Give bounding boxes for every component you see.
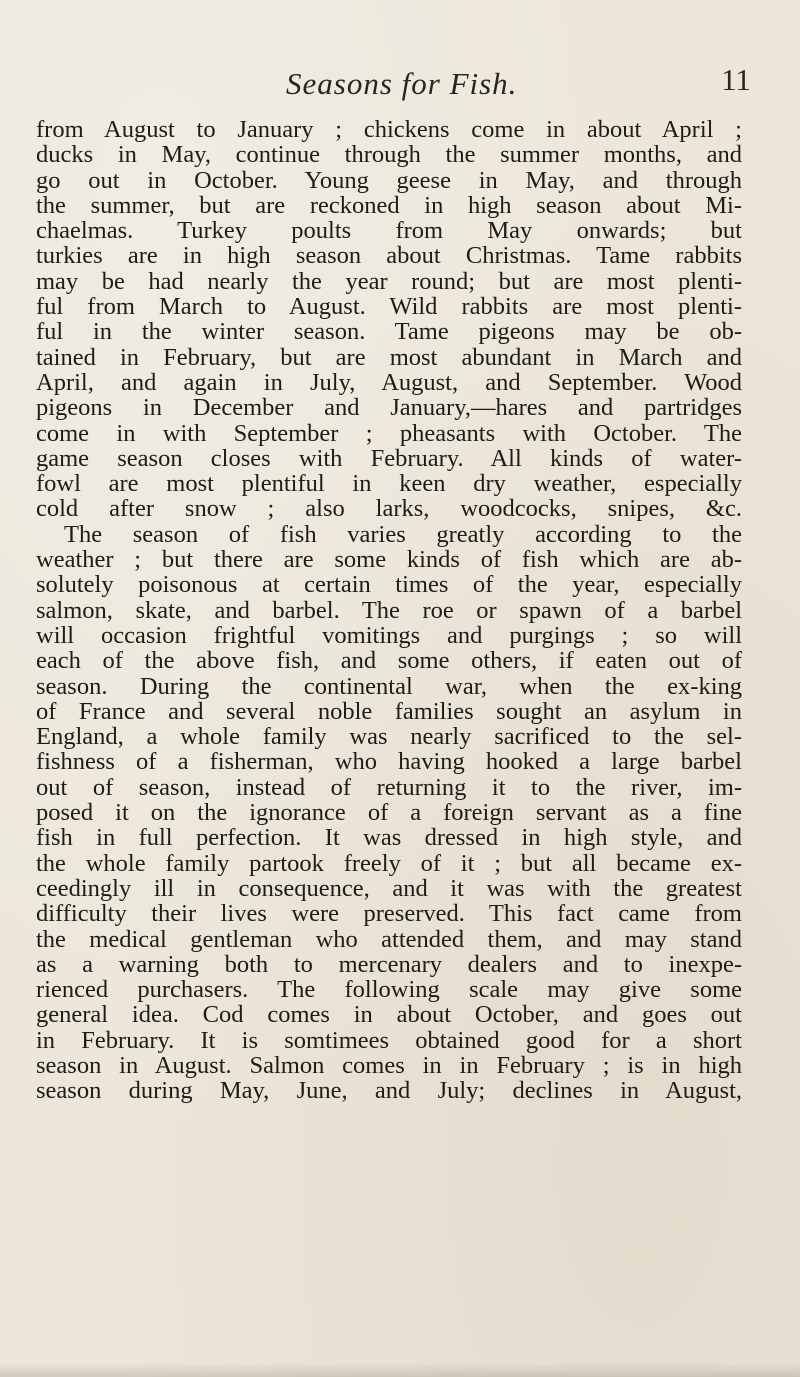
text-line: in February. It is somtimees obtained good for a short: [36, 1026, 742, 1054]
text-line: of France and several noble families sought an asylum in: [36, 697, 742, 725]
paragraph-start-line: The season of fish varies greatly according to the: [64, 520, 742, 548]
text-line: fishness of a fisherman, who having hooked a large barbel: [36, 748, 742, 776]
text-line: season. During the continental war, when the ex-king: [36, 672, 742, 700]
text-line: go out in October. Young geese in May, and through: [36, 166, 742, 194]
text-line: the medical gentleman who attended them, and may stand: [36, 925, 742, 953]
text-line: salmon, skate, and barbel. The roe or spawn of a barbel: [36, 596, 742, 624]
text-line: chaelmas. Turkey poults from May onwards; but: [36, 217, 742, 245]
text-line: tained in February, but are most abundant in March and: [36, 343, 742, 371]
text-line: out of season, instead of returning it to the river, im-: [36, 773, 742, 801]
text-line: may be had nearly the year round; but are most plenti-: [36, 267, 742, 295]
text-line: fish in full perfection. It was dressed in high style, and: [36, 824, 742, 852]
text-line: ducks in May, continue through the summer months, and: [36, 141, 742, 169]
running-header: [0, 62, 800, 106]
text-line: rienced purchasers. The following scale may give some: [36, 976, 742, 1004]
text-line: the summer, but are reckoned in high season about Mi-: [36, 191, 742, 219]
page-number: 11: [721, 62, 751, 97]
text-line: will occasion frightful vomitings and purgings ; so will: [36, 621, 742, 649]
text-line: posed it on the ignorance of a foreign servant as a fine: [36, 799, 742, 827]
text-line: solutely poisonous at certain times of the year, especially: [36, 571, 742, 599]
text-line: fowl are most plentiful in keen dry weather, especially: [36, 470, 742, 498]
running-title: Seasons for Fish.: [286, 66, 518, 101]
text-line: game season closes with February. All kinds of water-: [36, 444, 742, 472]
text-line: general idea. Cod comes in about October, and goes out: [36, 1001, 742, 1029]
text-line: ful from March to August. Wild rabbits are most plenti-: [36, 293, 742, 321]
text-line: difficulty their lives were preserved. This fact came from: [36, 900, 742, 928]
text-line: weather ; but there are some kinds of fish which are ab-: [36, 546, 742, 574]
text-line: England, a whole family was nearly sacrificed to the sel-: [36, 723, 742, 751]
text-line: turkies are in high season about Christmas. Tame rabbits: [36, 242, 742, 270]
page-bottom-edge: [0, 1363, 800, 1377]
text-line: from August to January ; chickens come in about April ;: [36, 116, 742, 143]
text-line: pigeons in December and January,—hares and partridges: [36, 394, 742, 422]
text-line: ceedingly ill in consequence, and it was with the greatest: [36, 874, 742, 902]
text-line: the whole family partook freely of it ; but all became ex-: [36, 849, 742, 877]
text-line: come in with September ; pheasants with October. The: [36, 419, 742, 447]
text-line: ful in the winter season. Tame pigeons may be ob-: [36, 318, 742, 346]
text-line: April, and again in July, August, and September. Wood: [36, 368, 742, 396]
text-line: as a warning both to mercenary dealers and to inexpe-: [36, 950, 742, 978]
text-line: season in August. Salmon comes in in February ; is in high: [36, 1051, 742, 1079]
body-text: [36, 117, 742, 1104]
text-line: season during May, June, and July; declines in August,: [36, 1077, 742, 1105]
text-line: each of the above fish, and some others, if eaten out of: [36, 647, 742, 675]
text-line: cold after snow ; also larks, woodcocks, snipes, &c.: [36, 495, 742, 523]
